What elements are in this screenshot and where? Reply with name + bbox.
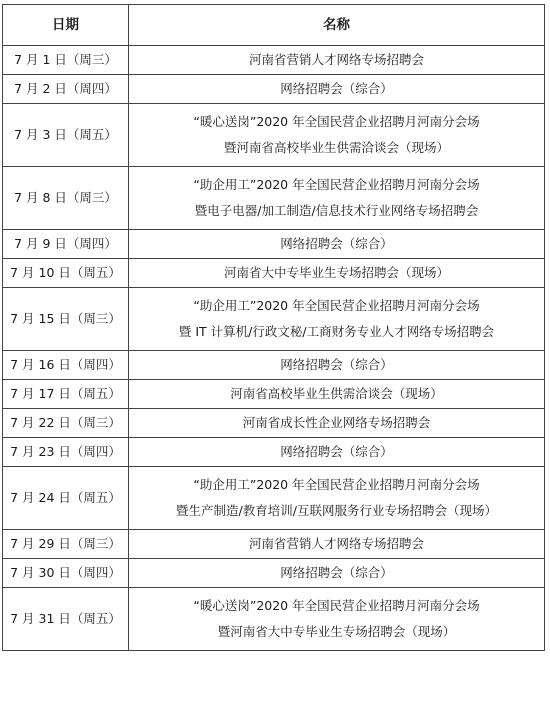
row-event-name (129, 438, 545, 467)
table-row (3, 288, 545, 351)
event-name-line: 暨生产制造/教育培训/互联网服务行业专场招聘会（现场） (176, 503, 497, 518)
table-row (3, 46, 545, 75)
row-date: 7 月 24 日（周五） (3, 467, 129, 530)
row-event-name (129, 380, 545, 409)
row-date: 7 月 2 日（周四） (3, 75, 129, 104)
table-row (3, 409, 545, 438)
row-date: 7 月 3 日（周五） (3, 104, 129, 167)
row-date: 7 月 22 日（周三） (3, 409, 129, 438)
row-event-name (129, 167, 545, 230)
event-name-line: “暖心送岗”2020 年全国民营企业招聘月河南分会场 (193, 114, 480, 129)
table-row (3, 230, 545, 259)
row-date: 7 月 31 日（周五） (3, 588, 129, 651)
event-name-line: “暖心送岗”2020 年全国民营企业招聘月河南分会场 (193, 598, 480, 613)
event-name-line: “助企用工”2020 年全国民营企业招聘月河南分会场 (193, 177, 480, 192)
row-event-name (129, 530, 545, 559)
row-date: 7 月 9 日（周四） (3, 230, 129, 259)
event-name-line: 河南省高校毕业生供需洽谈会（现场） (230, 386, 443, 401)
event-name-line: 网络招聘会（综合） (280, 444, 393, 459)
event-name-line: 暨河南省大中专毕业生专场招聘会（现场） (217, 624, 456, 639)
row-date: 7 月 17 日（周五） (3, 380, 129, 409)
table-row (3, 259, 545, 288)
header-date: 日期 (3, 5, 129, 46)
event-name-line: 暨电子电器/加工制造/信息技术行业网络专场招聘会 (194, 203, 479, 218)
table-row (3, 75, 545, 104)
row-date: 7 月 16 日（周四） (3, 351, 129, 380)
event-name-line: 河南省成长性企业网络专场招聘会 (242, 415, 431, 430)
row-event-name (129, 230, 545, 259)
row-event-name (129, 351, 545, 380)
row-event-name (129, 46, 545, 75)
event-name-line: 暨河南省高校毕业生供需洽谈会（现场） (223, 140, 449, 155)
event-name-line: 河南省营销人才网络专场招聘会 (248, 52, 424, 67)
row-date: 7 月 29 日（周三） (3, 530, 129, 559)
table-row (3, 351, 545, 380)
row-date: 7 月 8 日（周三） (3, 167, 129, 230)
row-event-name (129, 104, 545, 167)
event-name-line: 暨 IT 计算机/行政文秘/工商财务专业人才网络专场招聘会 (178, 324, 495, 339)
event-name-line: “助企用工”2020 年全国民营企业招聘月河南分会场 (193, 477, 480, 492)
row-event-name (129, 467, 545, 530)
row-event-name (129, 288, 545, 351)
event-name-line: 河南省营销人才网络专场招聘会 (248, 536, 424, 551)
table-row (3, 467, 545, 530)
event-name-line: 网络招聘会（综合） (280, 357, 393, 372)
row-event-name (129, 75, 545, 104)
header-row (3, 5, 545, 46)
event-name-line: 河南省大中专毕业生专场招聘会（现场） (223, 265, 449, 280)
table-row (3, 104, 545, 167)
row-event-name (129, 588, 545, 651)
row-date: 7 月 1 日（周三） (3, 46, 129, 75)
table-row (3, 530, 545, 559)
table-row (3, 380, 545, 409)
row-event-name (129, 559, 545, 588)
row-event-name (129, 259, 545, 288)
schedule-table (2, 4, 545, 651)
event-name-line: 网络招聘会（综合） (280, 236, 393, 251)
event-name-line: 网络招聘会（综合） (280, 565, 393, 580)
row-date: 7 月 10 日（周五） (3, 259, 129, 288)
row-date: 7 月 30 日（周四） (3, 559, 129, 588)
event-name-line: 网络招聘会（综合） (280, 81, 393, 96)
table-row (3, 167, 545, 230)
row-date: 7 月 15 日（周三） (3, 288, 129, 351)
event-name-line: “助企用工”2020 年全国民营企业招聘月河南分会场 (193, 298, 480, 313)
table-row (3, 438, 545, 467)
table-row (3, 559, 545, 588)
row-event-name (129, 409, 545, 438)
header-name: 名称 (129, 5, 545, 46)
row-date: 7 月 23 日（周四） (3, 438, 129, 467)
table-row (3, 588, 545, 651)
